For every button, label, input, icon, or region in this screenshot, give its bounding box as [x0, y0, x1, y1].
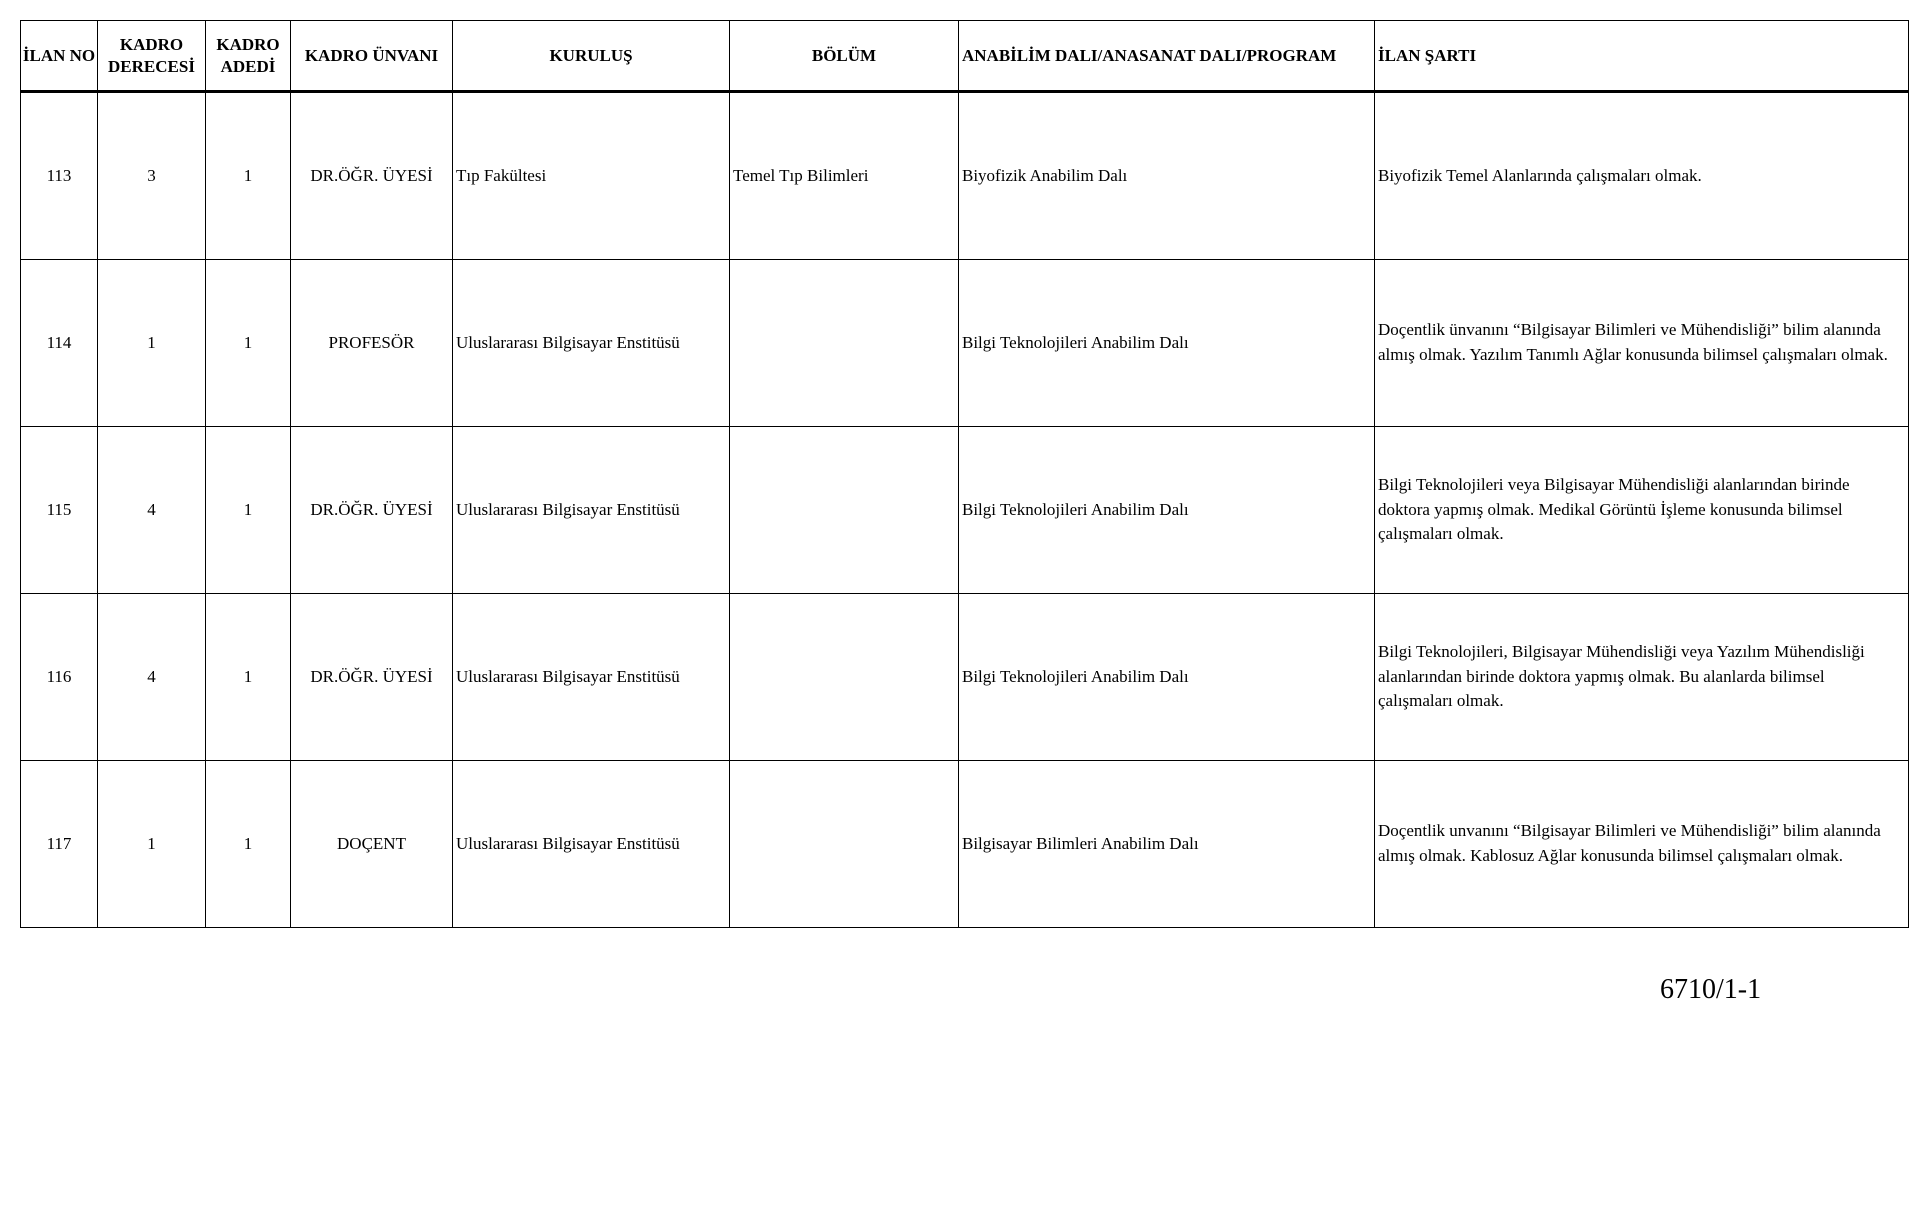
cell-ilan-sarti: Doçentlik unvanını “Bilgisayar Bilimleri ve Mühendisliği” bilim alanında almış olmak. Kablosuz Ağlar konusunda bilimsel çalışmaları olmak.: [1375, 761, 1909, 928]
header-kadro-adedi: KADRO ADEDİ: [206, 21, 291, 92]
cell-anabilim-dali: Bilgi Teknolojileri Anabilim Dalı: [959, 594, 1375, 761]
cell-kadro-derecesi: 3: [98, 92, 206, 260]
cell-kurulus: Uluslararası Bilgisayar Enstitüsü: [453, 761, 730, 928]
cell-kadro-unvani: DR.ÖĞR. ÜYESİ: [291, 594, 453, 761]
cell-anabilim-dali: Biyofizik Anabilim Dalı: [959, 92, 1375, 260]
cell-ilan-no: 114: [21, 260, 98, 427]
cell-bolum: [730, 594, 959, 761]
cell-kurulus: Tıp Fakültesi: [453, 92, 730, 260]
page-reference: 6710/1-1: [1660, 974, 1762, 1005]
cell-ilan-sarti: Bilgi Teknolojileri veya Bilgisayar Mühendisliği alanlarından birinde doktora yapmış olmak. Medikal Görüntü İşleme konusunda bilimsel çalışmaları olmak.: [1375, 427, 1909, 594]
cell-ilan-no: 115: [21, 427, 98, 594]
table-row: [21, 594, 1909, 761]
cell-anabilim-dali: Bilgi Teknolojileri Anabilim Dalı: [959, 260, 1375, 427]
cell-ilan-sarti: Bilgi Teknolojileri, Bilgisayar Mühendisliği veya Yazılım Mühendisliği alanlarından birinde doktora yapmış olmak. Bu alanlarda bilimsel çalışmaları olmak.: [1375, 594, 1909, 761]
table-header-row: [21, 21, 1909, 92]
header-ilan-no: İLAN NO: [21, 21, 98, 92]
cell-kadro-derecesi: 1: [98, 260, 206, 427]
cell-ilan-sarti: Doçentlik ünvanını “Bilgisayar Bilimleri ve Mühendisliği” bilim alanında almış olmak. Yazılım Tanımlı Ağlar konusunda bilimsel çalışmaları olmak.: [1375, 260, 1909, 427]
header-kadro-derecesi: KADRO DERECESİ: [98, 21, 206, 92]
announcement-table: [20, 20, 1909, 928]
cell-kadro-adedi: 1: [206, 427, 291, 594]
cell-kadro-unvani: DR.ÖĞR. ÜYESİ: [291, 427, 453, 594]
header-kadro-unvani: KADRO ÜNVANI: [291, 21, 453, 92]
table-row: [21, 761, 1909, 928]
cell-kadro-unvani: DR.ÖĞR. ÜYESİ: [291, 92, 453, 260]
cell-bolum: Temel Tıp Bilimleri: [730, 92, 959, 260]
cell-bolum: [730, 761, 959, 928]
cell-ilan-no: 117: [21, 761, 98, 928]
cell-kadro-unvani: DOÇENT: [291, 761, 453, 928]
cell-kadro-derecesi: 1: [98, 761, 206, 928]
header-ilan-sarti: İLAN ŞARTI: [1375, 21, 1909, 92]
cell-bolum: [730, 427, 959, 594]
cell-ilan-sarti: Biyofizik Temel Alanlarında çalışmaları olmak.: [1375, 92, 1909, 260]
cell-kadro-adedi: 1: [206, 92, 291, 260]
cell-ilan-no: 116: [21, 594, 98, 761]
cell-anabilim-dali: Bilgi Teknolojileri Anabilim Dalı: [959, 427, 1375, 594]
cell-kadro-adedi: 1: [206, 594, 291, 761]
table-row: [21, 427, 1909, 594]
cell-kurulus: Uluslararası Bilgisayar Enstitüsü: [453, 594, 730, 761]
cell-anabilim-dali: Bilgisayar Bilimleri Anabilim Dalı: [959, 761, 1375, 928]
cell-ilan-no: 113: [21, 92, 98, 260]
header-kurulus: KURULUŞ: [453, 21, 730, 92]
table-row: [21, 260, 1909, 427]
header-anabilim-dali: ANABİLİM DALI/ANASANAT DALI/PROGRAM: [959, 21, 1375, 92]
cell-bolum: [730, 260, 959, 427]
cell-kadro-adedi: 1: [206, 260, 291, 427]
cell-kadro-derecesi: 4: [98, 594, 206, 761]
cell-kadro-derecesi: 4: [98, 427, 206, 594]
cell-kurulus: Uluslararası Bilgisayar Enstitüsü: [453, 260, 730, 427]
cell-kurulus: Uluslararası Bilgisayar Enstitüsü: [453, 427, 730, 594]
table-row: [21, 92, 1909, 260]
cell-kadro-adedi: 1: [206, 761, 291, 928]
header-bolum: BÖLÜM: [730, 21, 959, 92]
cell-kadro-unvani: PROFESÖR: [291, 260, 453, 427]
